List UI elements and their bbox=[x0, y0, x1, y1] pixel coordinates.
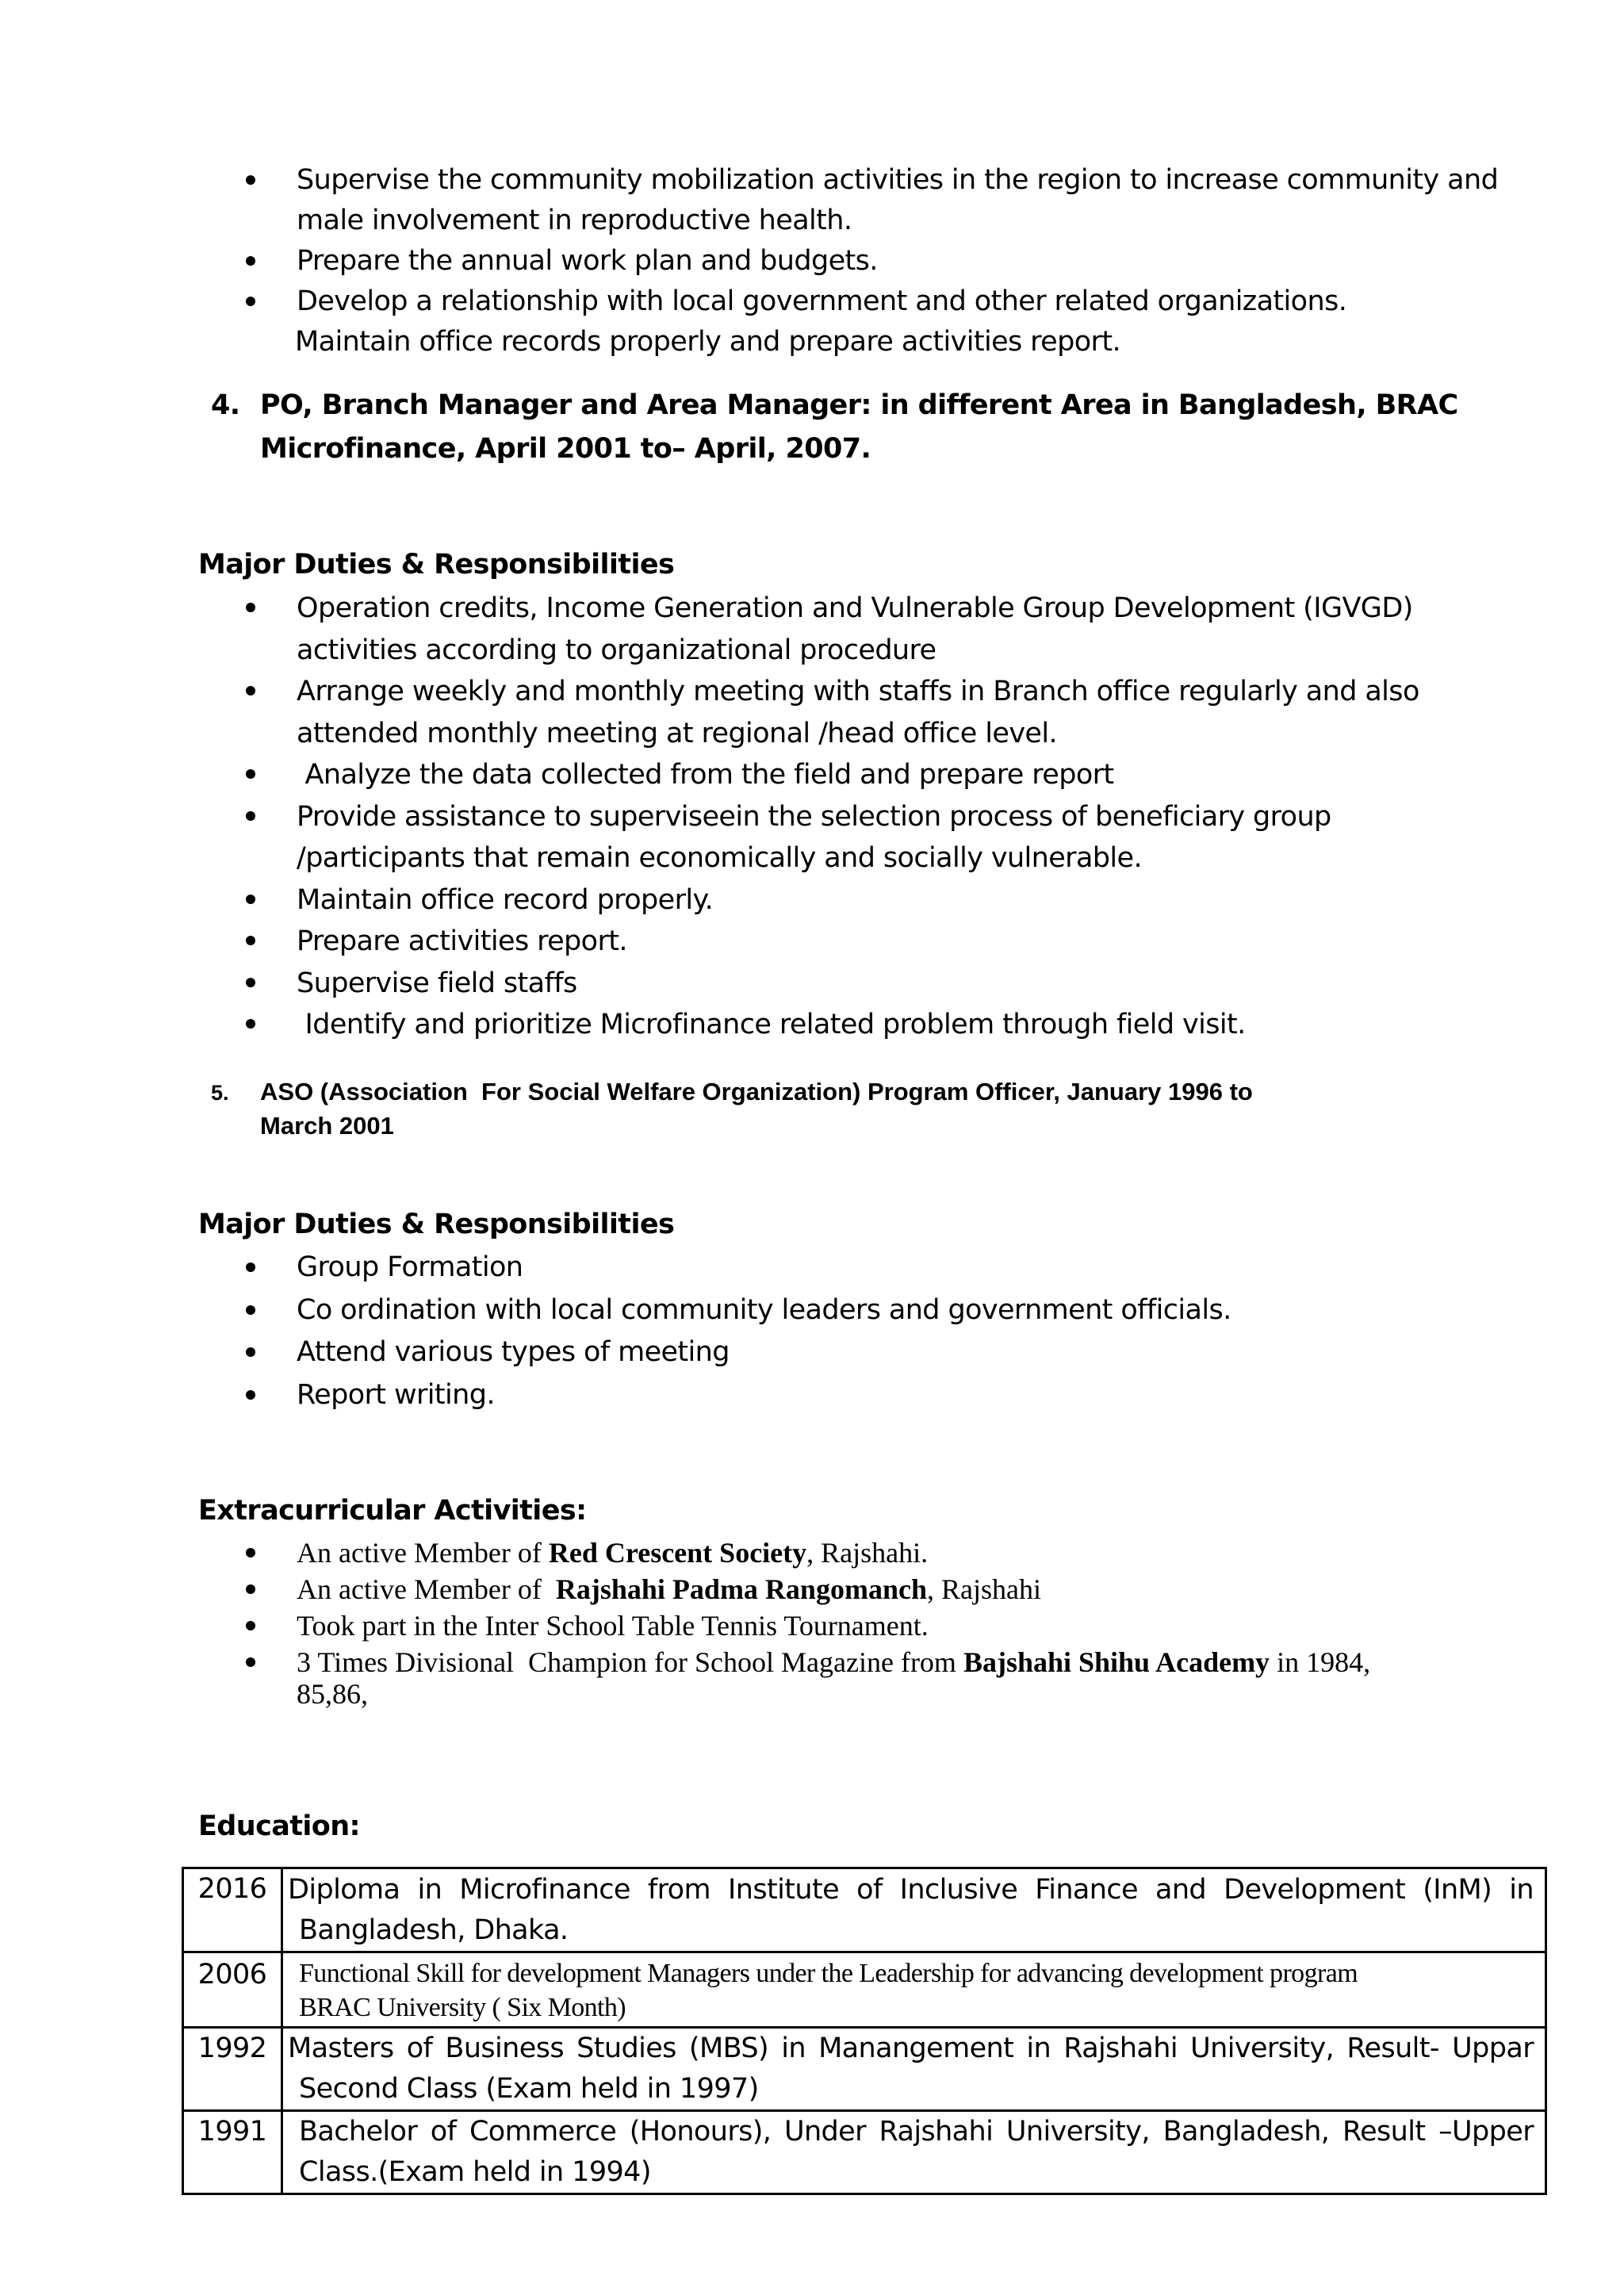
bullet-icon bbox=[246, 603, 255, 612]
bullet-icon bbox=[246, 686, 255, 695]
bullet-icon bbox=[246, 936, 255, 945]
top-extra-line: Maintain office records properly and prepare activities report. bbox=[295, 326, 1120, 358]
edu-year: 2016 bbox=[183, 1868, 282, 1952]
list-item: Provide assistance to superviseein the selection process of beneficiary group /participants that remain economically and socially vulnerable. bbox=[198, 796, 1454, 879]
bullet-icon bbox=[246, 1019, 255, 1029]
list-item: 3 Times Divisional Champion for School Magazine from Bajshahi Shihu Academy in 1984, 85,86, bbox=[198, 1644, 1423, 1710]
list-item: Identify and prioritize Microfinance related problem through field visit. bbox=[198, 1004, 1530, 1046]
list-item: Supervise field staffs bbox=[198, 963, 1530, 1005]
edu-year: 2006 bbox=[183, 1952, 282, 2028]
list-item: Develop a relationship with local government and other related organizations. bbox=[198, 282, 1530, 322]
table-row bbox=[183, 1868, 1546, 1952]
bullet-icon bbox=[246, 1347, 255, 1357]
list-item: Report writing. bbox=[198, 1374, 1530, 1417]
list-item: An active Member of Rajshahi Padma Rangomanch, Rajshahi bbox=[198, 1571, 1467, 1607]
list-item: Group Formation bbox=[198, 1247, 1530, 1289]
bullet-icon bbox=[246, 1305, 255, 1315]
edu-desc: Masters of Business Studies (MBS) in Manangement in Rajshahi University, Result- Uppar Second Class (Exam held in 1997) bbox=[282, 2028, 1546, 2111]
education-table bbox=[182, 1867, 1547, 2195]
job4-title: 4. PO, Branch Manager and Area Manager: in different Area in Bangladesh, BRAC Microfinance, April 2001 to– April, 2007. bbox=[211, 384, 1559, 471]
job4-number: 4. bbox=[211, 389, 240, 421]
edu-desc: Functional Skill for development Managers under the Leadership for advancing development program BRAC University ( Six Month) bbox=[282, 1952, 1546, 2028]
bullet-icon bbox=[246, 811, 255, 821]
bullet-icon bbox=[246, 978, 255, 987]
list-item: Arrange weekly and monthly meeting with staffs in Branch office regularly and also attended monthly meeting at regional /head office level. bbox=[198, 671, 1534, 754]
job5-bullet-list bbox=[198, 1247, 1530, 1416]
edu-desc: Diploma in Microfinance from Institute of Inclusive Finance and Development (InM) in Bangladesh, Dhaka. bbox=[282, 1868, 1546, 1952]
list-item: Supervise the community mobilization activities in the region to increase community and male involvement in reproductive health. bbox=[198, 160, 1534, 241]
table-row bbox=[183, 2028, 1546, 2111]
list-item: Maintain office record properly. bbox=[198, 879, 1530, 921]
duties-heading-job5: Major Duties & Responsibilities bbox=[198, 1209, 675, 1240]
edu-year: 1992 bbox=[183, 2028, 282, 2111]
job4-bullet-list bbox=[198, 588, 1530, 1046]
list-item: An active Member of Red Crescent Society, Rajshahi. bbox=[198, 1534, 1467, 1571]
education-heading: Education: bbox=[198, 1810, 360, 1842]
bullet-icon bbox=[246, 256, 255, 266]
bullet-icon bbox=[246, 175, 255, 185]
edu-year: 1991 bbox=[183, 2111, 282, 2194]
bullet-icon bbox=[246, 769, 255, 779]
bullet-icon bbox=[246, 1621, 255, 1630]
bullet-icon bbox=[246, 1584, 255, 1594]
list-item: Prepare activities report. bbox=[198, 921, 1530, 963]
duties-heading-job4: Major Duties & Responsibilities bbox=[198, 549, 675, 580]
job5-title: 5. ASO (Association For Social Welfare Organization) Program Officer, January 1996 to March 2001 bbox=[211, 1078, 1253, 1140]
list-item: Analyze the data collected from the field and prepare report bbox=[198, 754, 1530, 796]
bullet-icon bbox=[246, 1657, 255, 1667]
table-row bbox=[183, 2111, 1546, 2194]
bullet-icon bbox=[246, 1390, 255, 1400]
top-bullet-list bbox=[198, 160, 1530, 362]
table-row bbox=[183, 1952, 1546, 2028]
list-item: Operation credits, Income Generation and Vulnerable Group Development (IGVGD) activities according to organizational procedure bbox=[198, 588, 1534, 671]
job5-number: 5. bbox=[211, 1081, 229, 1105]
extracurricular-list bbox=[198, 1534, 1467, 1710]
bullet-icon bbox=[246, 1548, 255, 1557]
extracurricular-heading: Extracurricular Activities: bbox=[198, 1495, 587, 1527]
edu-desc: Bachelor of Commerce (Honours), Under Rajshahi University, Bangladesh, Result –Upper Class.(Exam held in 1994) bbox=[282, 2111, 1546, 2194]
bullet-icon bbox=[246, 1262, 255, 1272]
bullet-icon bbox=[246, 895, 255, 904]
list-item: Took part in the Inter School Table Tennis Tournament. bbox=[198, 1607, 1467, 1644]
list-item: Prepare the annual work plan and budgets. bbox=[198, 241, 1530, 282]
list-item: Attend various types of meeting bbox=[198, 1331, 1530, 1374]
bullet-icon bbox=[246, 297, 255, 306]
list-item: Co ordination with local community leaders and government officials. bbox=[198, 1289, 1530, 1332]
